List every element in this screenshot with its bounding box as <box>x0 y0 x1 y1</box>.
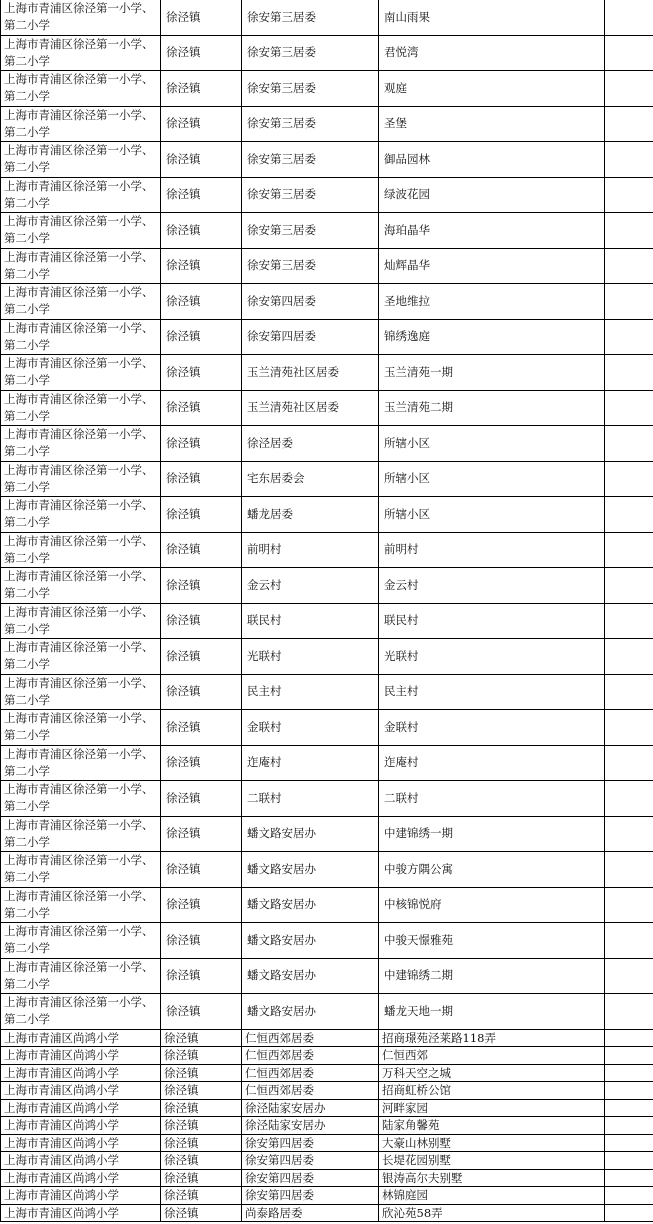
community-cell: 圣地维拉 <box>379 284 605 320</box>
table-row <box>1 71 653 107</box>
committee-cell: 徐泾陆家安居办 <box>242 1099 379 1117</box>
table-row <box>1 710 653 746</box>
community-cell: 圣堡 <box>379 106 605 142</box>
town-cell: 徐泾镇 <box>161 1029 242 1047</box>
committee-cell: 仁恒西郊居委 <box>242 1029 379 1047</box>
town-cell: 徐泾镇 <box>161 71 242 107</box>
school-cell: 上海市青浦区徐泾第一小学、第二小学 <box>1 532 161 568</box>
community-cell: 中骏方隅公寓 <box>379 852 605 888</box>
committee-cell: 蟠龙居委 <box>242 497 379 533</box>
table-row <box>1 1187 653 1205</box>
school-cell: 上海市青浦区徐泾第一小学、第二小学 <box>1 923 161 959</box>
school-cell: 上海市青浦区徐泾第一小学、第二小学 <box>1 284 161 320</box>
school-cell: 上海市青浦区徐泾第一小学、第二小学 <box>1 319 161 355</box>
remark-cell <box>605 1134 653 1152</box>
remark-cell <box>605 852 653 888</box>
remark-cell <box>605 0 653 35</box>
community-cell: 联民村 <box>379 603 605 639</box>
community-cell: 金联村 <box>379 710 605 746</box>
school-cell: 上海市青浦区徐泾第一小学、第二小学 <box>1 71 161 107</box>
table-row <box>1 852 653 888</box>
town-cell: 徐泾镇 <box>161 923 242 959</box>
town-cell: 徐泾镇 <box>161 1117 242 1135</box>
committee-cell: 徐安第四居委 <box>242 1169 379 1187</box>
remark-cell <box>605 177 653 213</box>
town-cell: 徐泾镇 <box>161 710 242 746</box>
remark-cell <box>605 1064 653 1082</box>
school-cell: 上海市青浦区徐泾第一小学、第二小学 <box>1 781 161 817</box>
community-cell: 御品园林 <box>379 142 605 178</box>
remark-cell <box>605 1169 653 1187</box>
committee-cell: 玉兰清苑社区居委 <box>242 390 379 426</box>
community-cell: 观庭 <box>379 71 605 107</box>
school-cell: 上海市青浦区徐泾第一小学、第二小学 <box>1 603 161 639</box>
town-cell: 徐泾镇 <box>161 994 242 1030</box>
community-cell: 绿波花园 <box>379 177 605 213</box>
town-cell: 徐泾镇 <box>161 35 242 71</box>
community-cell: 君悦湾 <box>379 35 605 71</box>
school-cell: 上海市青浦区徐泾第一小学、第二小学 <box>1 639 161 675</box>
town-cell: 徐泾镇 <box>161 639 242 675</box>
remark-cell <box>605 1082 653 1100</box>
remark-cell <box>605 1117 653 1135</box>
committee-cell: 前明村 <box>242 532 379 568</box>
remark-cell <box>605 1029 653 1047</box>
remark-cell <box>605 1204 653 1222</box>
community-cell: 中建锦绣一期 <box>379 816 605 852</box>
remark-cell <box>605 142 653 178</box>
committee-cell: 蟠文路安居办 <box>242 958 379 994</box>
table-row <box>1 1064 653 1082</box>
school-cell: 上海市青浦区尚鸿小学 <box>1 1029 161 1047</box>
table-body <box>1 0 653 1222</box>
remark-cell <box>605 35 653 71</box>
town-cell: 徐泾镇 <box>161 177 242 213</box>
community-cell: 大豪山林别墅 <box>379 1134 605 1152</box>
remark-cell <box>605 603 653 639</box>
remark-cell <box>605 745 653 781</box>
school-cell: 上海市青浦区徐泾第一小学、第二小学 <box>1 710 161 746</box>
table-row <box>1 355 653 391</box>
school-cell: 上海市青浦区徐泾第一小学、第二小学 <box>1 177 161 213</box>
community-cell: 灿辉晶华 <box>379 248 605 284</box>
table-row <box>1 1117 653 1135</box>
table-row <box>1 248 653 284</box>
town-cell: 徐泾镇 <box>161 106 242 142</box>
remark-cell <box>605 1099 653 1117</box>
community-cell: 招商璟苑泾莱路118弄 <box>379 1029 605 1047</box>
committee-cell: 仁恒西郊居委 <box>242 1082 379 1100</box>
school-cell: 上海市青浦区徐泾第一小学、第二小学 <box>1 497 161 533</box>
committee-cell: 徐安第三居委 <box>242 35 379 71</box>
committee-cell: 徐安第三居委 <box>242 106 379 142</box>
town-cell: 徐泾镇 <box>161 461 242 497</box>
town-cell: 徐泾镇 <box>161 1082 242 1100</box>
committee-cell: 徐安第四居委 <box>242 1187 379 1205</box>
remark-cell <box>605 639 653 675</box>
school-cell: 上海市青浦区徐泾第一小学、第二小学 <box>1 106 161 142</box>
remark-cell <box>605 390 653 426</box>
table-row <box>1 887 653 923</box>
table-row <box>1 497 653 533</box>
community-cell: 金云村 <box>379 568 605 604</box>
community-cell: 蟠龙天地一期 <box>379 994 605 1030</box>
remark-cell <box>605 674 653 710</box>
school-cell: 上海市青浦区徐泾第一小学、第二小学 <box>1 248 161 284</box>
town-cell: 徐泾镇 <box>161 0 242 35</box>
school-cell: 上海市青浦区徐泾第一小学、第二小学 <box>1 994 161 1030</box>
school-cell: 上海市青浦区尚鸿小学 <box>1 1047 161 1065</box>
remark-cell <box>605 816 653 852</box>
remark-cell <box>605 284 653 320</box>
remark-cell <box>605 994 653 1030</box>
school-cell: 上海市青浦区尚鸿小学 <box>1 1099 161 1117</box>
table-row <box>1 1169 653 1187</box>
remark-cell <box>605 248 653 284</box>
table-row <box>1 568 653 604</box>
town-cell: 徐泾镇 <box>161 1152 242 1170</box>
table-row <box>1 177 653 213</box>
school-cell: 上海市青浦区尚鸿小学 <box>1 1152 161 1170</box>
committee-cell: 徐安第三居委 <box>242 213 379 249</box>
remark-cell <box>605 1152 653 1170</box>
committee-cell: 民主村 <box>242 674 379 710</box>
town-cell: 徐泾镇 <box>161 1169 242 1187</box>
remark-cell <box>605 213 653 249</box>
table-row <box>1 1099 653 1117</box>
school-cell: 上海市青浦区尚鸿小学 <box>1 1064 161 1082</box>
committee-cell: 蟠文路安居办 <box>242 994 379 1030</box>
community-cell: 所辖小区 <box>379 461 605 497</box>
community-cell: 锦绣逸庭 <box>379 319 605 355</box>
committee-cell: 玉兰清苑社区居委 <box>242 355 379 391</box>
town-cell: 徐泾镇 <box>161 1204 242 1222</box>
table-row <box>1 35 653 71</box>
community-cell: 南山雨果 <box>379 0 605 35</box>
table-row <box>1 1047 653 1065</box>
committee-cell: 徐安第四居委 <box>242 284 379 320</box>
table-row <box>1 639 653 675</box>
committee-cell: 徐泾陆家安居办 <box>242 1117 379 1135</box>
remark-cell <box>605 106 653 142</box>
table-row <box>1 816 653 852</box>
remark-cell <box>605 1187 653 1205</box>
committee-cell: 徐安第四居委 <box>242 319 379 355</box>
table-row <box>1 745 653 781</box>
community-cell: 仁恒西郊 <box>379 1047 605 1065</box>
community-cell: 光联村 <box>379 639 605 675</box>
remark-cell <box>605 710 653 746</box>
community-cell: 欣沁苑58弄 <box>379 1204 605 1222</box>
school-cell: 上海市青浦区徐泾第一小学、第二小学 <box>1 568 161 604</box>
town-cell: 徐泾镇 <box>161 1187 242 1205</box>
table-row <box>1 0 653 35</box>
community-cell: 长堤花园别墅 <box>379 1152 605 1170</box>
table-row <box>1 674 653 710</box>
town-cell: 徐泾镇 <box>161 390 242 426</box>
community-cell: 民主村 <box>379 674 605 710</box>
town-cell: 徐泾镇 <box>161 568 242 604</box>
community-cell: 河畔家园 <box>379 1099 605 1117</box>
committee-cell: 尚泰路居委 <box>242 1204 379 1222</box>
table-row <box>1 1134 653 1152</box>
town-cell: 徐泾镇 <box>161 213 242 249</box>
table-row <box>1 142 653 178</box>
committee-cell: 宅东居委会 <box>242 461 379 497</box>
remark-cell <box>605 532 653 568</box>
committee-cell: 蟠文路安居办 <box>242 852 379 888</box>
committee-cell: 金云村 <box>242 568 379 604</box>
town-cell: 徐泾镇 <box>161 887 242 923</box>
town-cell: 徐泾镇 <box>161 355 242 391</box>
committee-cell: 徐安第三居委 <box>242 177 379 213</box>
table-row <box>1 1152 653 1170</box>
committee-cell: 蟠文路安居办 <box>242 923 379 959</box>
town-cell: 徐泾镇 <box>161 426 242 462</box>
table-row <box>1 106 653 142</box>
remark-cell <box>605 319 653 355</box>
committee-cell: 徐安第四居委 <box>242 1152 379 1170</box>
committee-cell: 徐安第三居委 <box>242 142 379 178</box>
committee-cell: 徐安第三居委 <box>242 0 379 35</box>
school-cell: 上海市青浦区徐泾第一小学、第二小学 <box>1 35 161 71</box>
remark-cell <box>605 355 653 391</box>
remark-cell <box>605 497 653 533</box>
school-cell: 上海市青浦区尚鸿小学 <box>1 1169 161 1187</box>
committee-cell: 徐安第三居委 <box>242 248 379 284</box>
community-cell: 中核锦悦府 <box>379 887 605 923</box>
committee-cell: 仁恒西郊居委 <box>242 1064 379 1082</box>
town-cell: 徐泾镇 <box>161 497 242 533</box>
community-cell: 招商虹桥公馆 <box>379 1082 605 1100</box>
school-cell: 上海市青浦区徐泾第一小学、第二小学 <box>1 745 161 781</box>
committee-cell: 徐安第三居委 <box>242 71 379 107</box>
community-cell: 迮庵村 <box>379 745 605 781</box>
committee-cell: 金联村 <box>242 710 379 746</box>
table-row <box>1 781 653 817</box>
school-cell: 上海市青浦区徐泾第一小学、第二小学 <box>1 0 161 35</box>
school-cell: 上海市青浦区徐泾第一小学、第二小学 <box>1 426 161 462</box>
town-cell: 徐泾镇 <box>161 781 242 817</box>
community-cell: 玉兰清苑二期 <box>379 390 605 426</box>
community-cell: 林锦庭园 <box>379 1187 605 1205</box>
community-cell: 海珀晶华 <box>379 213 605 249</box>
table-row <box>1 1204 653 1222</box>
committee-cell: 蟠文路安居办 <box>242 816 379 852</box>
remark-cell <box>605 1047 653 1065</box>
table-row <box>1 1082 653 1100</box>
committee-cell: 迮庵村 <box>242 745 379 781</box>
school-cell: 上海市青浦区徐泾第一小学、第二小学 <box>1 887 161 923</box>
committee-cell: 徐泾居委 <box>242 426 379 462</box>
remark-cell <box>605 461 653 497</box>
school-cell: 上海市青浦区徐泾第一小学、第二小学 <box>1 958 161 994</box>
community-cell: 所辖小区 <box>379 497 605 533</box>
remark-cell <box>605 887 653 923</box>
table-row <box>1 1029 653 1047</box>
committee-cell: 联民村 <box>242 603 379 639</box>
school-cell: 上海市青浦区徐泾第一小学、第二小学 <box>1 674 161 710</box>
committee-cell: 蟠文路安居办 <box>242 887 379 923</box>
school-cell: 上海市青浦区徐泾第一小学、第二小学 <box>1 390 161 426</box>
table-row <box>1 284 653 320</box>
community-cell: 万科天空之城 <box>379 1064 605 1082</box>
remark-cell <box>605 781 653 817</box>
school-cell: 上海市青浦区徐泾第一小学、第二小学 <box>1 355 161 391</box>
town-cell: 徐泾镇 <box>161 1064 242 1082</box>
school-cell: 上海市青浦区尚鸿小学 <box>1 1187 161 1205</box>
school-cell: 上海市青浦区尚鸿小学 <box>1 1082 161 1100</box>
remark-cell <box>605 568 653 604</box>
community-cell: 中建锦绣二期 <box>379 958 605 994</box>
town-cell: 徐泾镇 <box>161 248 242 284</box>
town-cell: 徐泾镇 <box>161 1047 242 1065</box>
school-cell: 上海市青浦区尚鸿小学 <box>1 1134 161 1152</box>
remark-cell <box>605 71 653 107</box>
community-cell: 中骏天憬雅苑 <box>379 923 605 959</box>
community-cell: 前明村 <box>379 532 605 568</box>
town-cell: 徐泾镇 <box>161 1134 242 1152</box>
school-cell: 上海市青浦区尚鸿小学 <box>1 1117 161 1135</box>
school-cell: 上海市青浦区徐泾第一小学、第二小学 <box>1 816 161 852</box>
table-row <box>1 426 653 462</box>
town-cell: 徐泾镇 <box>161 284 242 320</box>
town-cell: 徐泾镇 <box>161 674 242 710</box>
table-row <box>1 319 653 355</box>
community-cell: 银涛高尔夫别墅 <box>379 1169 605 1187</box>
town-cell: 徐泾镇 <box>161 1099 242 1117</box>
remark-cell <box>605 923 653 959</box>
table-row <box>1 603 653 639</box>
committee-cell: 光联村 <box>242 639 379 675</box>
table-row <box>1 958 653 994</box>
committee-cell: 仁恒西郊居委 <box>242 1047 379 1065</box>
table-row <box>1 923 653 959</box>
committee-cell: 二联村 <box>242 781 379 817</box>
town-cell: 徐泾镇 <box>161 852 242 888</box>
school-cell: 上海市青浦区徐泾第一小学、第二小学 <box>1 852 161 888</box>
school-cell: 上海市青浦区徐泾第一小学、第二小学 <box>1 213 161 249</box>
town-cell: 徐泾镇 <box>161 142 242 178</box>
table-row <box>1 994 653 1030</box>
school-cell: 上海市青浦区尚鸿小学 <box>1 1204 161 1222</box>
remark-cell <box>605 958 653 994</box>
town-cell: 徐泾镇 <box>161 745 242 781</box>
community-cell: 二联村 <box>379 781 605 817</box>
town-cell: 徐泾镇 <box>161 603 242 639</box>
school-cell: 上海市青浦区徐泾第一小学、第二小学 <box>1 461 161 497</box>
remark-cell <box>605 426 653 462</box>
committee-cell: 徐安第四居委 <box>242 1134 379 1152</box>
town-cell: 徐泾镇 <box>161 532 242 568</box>
town-cell: 徐泾镇 <box>161 319 242 355</box>
community-cell: 陆家角馨苑 <box>379 1117 605 1135</box>
table-row <box>1 213 653 249</box>
table-row <box>1 532 653 568</box>
town-cell: 徐泾镇 <box>161 958 242 994</box>
table-row <box>1 390 653 426</box>
school-cell: 上海市青浦区徐泾第一小学、第二小学 <box>1 142 161 178</box>
community-cell: 玉兰清苑一期 <box>379 355 605 391</box>
town-cell: 徐泾镇 <box>161 816 242 852</box>
table-row <box>1 461 653 497</box>
community-cell: 所辖小区 <box>379 426 605 462</box>
